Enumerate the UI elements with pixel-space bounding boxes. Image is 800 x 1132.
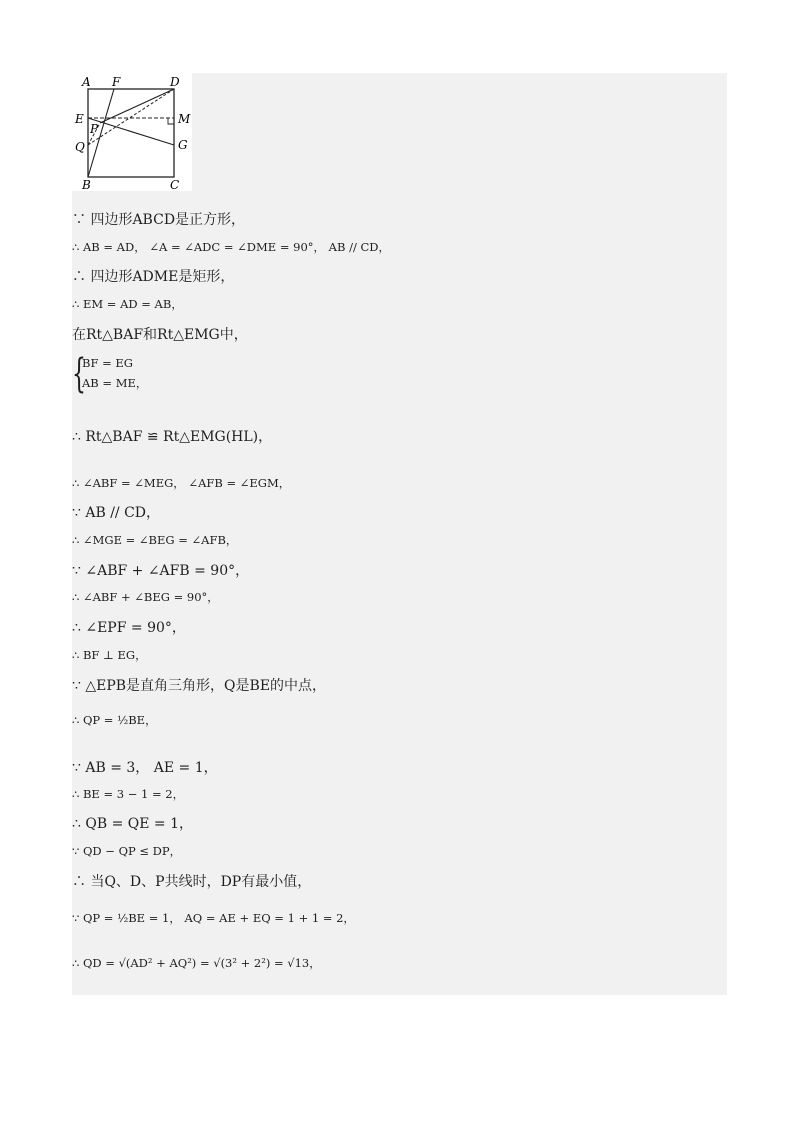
geometry-figure — [72, 73, 192, 191]
proof-line-10: ∴ ∠MGE = ∠BEG = ∠AFB， — [72, 533, 238, 547]
proof-line-14: ∴ BF ⊥ EG， — [72, 648, 147, 662]
proof-line-1: ∵ 四边形ABCD是正方形， — [72, 212, 246, 228]
proof-line-13: ∴ ∠EPF = 90°， — [72, 620, 186, 636]
proof-line-19: ∴ QB = QE = 1， — [72, 816, 193, 832]
right-angle-mark — [168, 118, 174, 124]
proof-line-3: ∴ 四边形ADME是矩形， — [72, 269, 235, 285]
proof-line-9: ∵ AB // CD， — [72, 505, 161, 521]
proof-line-23: ∴ QD = √(AD² + AQ²) = √(3² + 2²) = √13， — [72, 956, 321, 970]
label-g: G — [178, 138, 188, 152]
proof-line-22: ∵ QP = ½BE = 1， AQ = AE + EQ = 1 + 1 = 2， — [72, 911, 355, 925]
proof-line-4: ∴ EM = AD = AB， — [72, 297, 183, 311]
label-f: F — [112, 75, 121, 89]
proof-line-21: ∴ 当Q、D、P共线时，DP有最小值， — [72, 874, 312, 890]
proof-line-6b: AB = ME， — [82, 376, 148, 390]
label-m: M — [178, 112, 191, 126]
proof-line-6a: BF = EG — [82, 356, 133, 370]
proof-line-8: ∴ ∠ABF = ∠MEG， ∠AFB = ∠EGM， — [72, 476, 291, 490]
proof-line-20: ∵ QD − QP ≤ DP， — [72, 844, 182, 858]
proof-line-12: ∴ ∠ABF + ∠BEG = 90°， — [72, 590, 219, 604]
label-e: E — [75, 112, 84, 126]
solution-panel — [72, 73, 727, 995]
proof-line-11: ∵ ∠ABF + ∠AFB = 90°， — [72, 563, 250, 579]
proof-line-7: ∴ Rt△BAF ≌ Rt△EMG(HL)， — [72, 429, 273, 445]
label-p: P — [90, 122, 99, 136]
label-c: C — [170, 178, 180, 191]
proof-line-18: ∴ BE = 3 − 1 = 2， — [72, 787, 185, 801]
proof-line-2: ∴ AB = AD， ∠A = ∠ADC = ∠DME = 90°， AB // CD， — [72, 240, 390, 254]
label-q: Q — [75, 140, 85, 154]
label-a: A — [82, 75, 91, 89]
proof-line-5: 在Rt△BAF和Rt△EMG中， — [72, 327, 248, 343]
proof-line-15: ∵ △EPB是直角三角形，Q是BE的中点， — [72, 678, 327, 694]
proof-line-17: ∵ AB = 3， AE = 1， — [72, 760, 218, 776]
square-diagram — [72, 73, 192, 191]
proof-line-16: ∴ QP = ½BE， — [72, 713, 157, 727]
segment-qd — [88, 89, 174, 145]
system-brace: { — [72, 351, 86, 397]
label-d: D — [170, 75, 180, 89]
label-b: B — [82, 178, 91, 191]
